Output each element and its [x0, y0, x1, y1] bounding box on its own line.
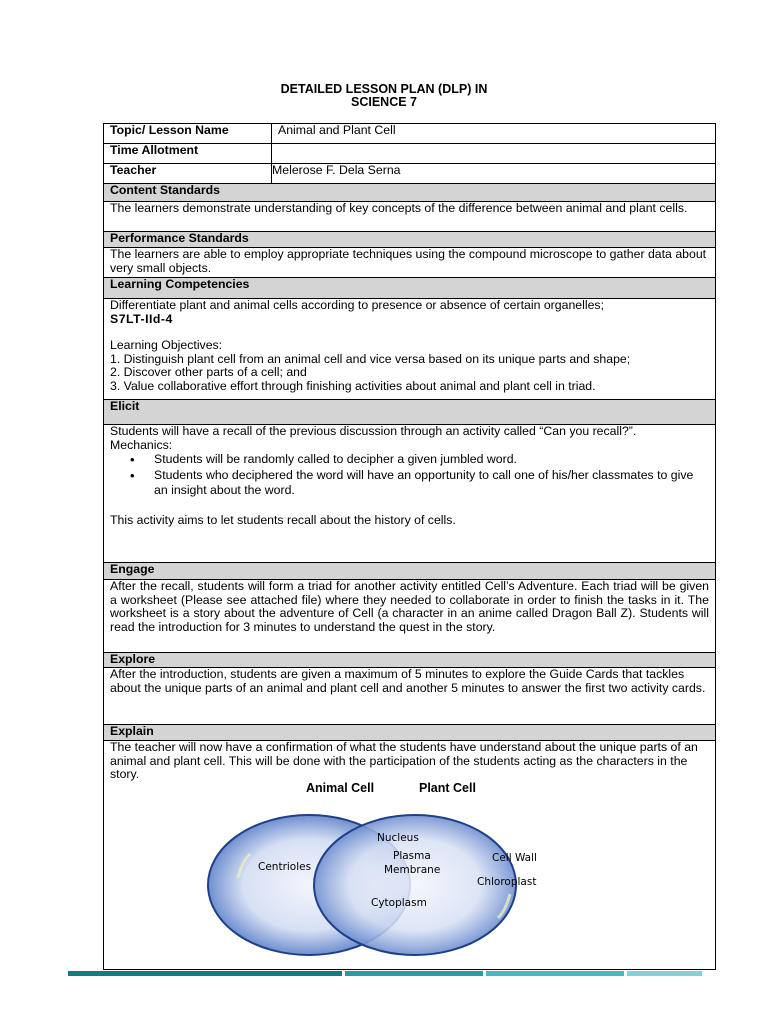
venn-right-title: Plant Cell — [419, 780, 476, 795]
competency-text: Differentiate plant and animal cells according to presence or absence of certain organelles; — [110, 298, 604, 312]
time-label: Time Allotment — [104, 144, 272, 164]
footer-bar-segment — [486, 971, 624, 976]
row-topic — [104, 124, 716, 144]
explore-heading: Explore — [104, 653, 716, 668]
venn-diagram — [110, 782, 709, 969]
footer-color-bar — [68, 971, 702, 976]
venn-shared-item: Nucleus — [377, 831, 419, 844]
explain-heading: Explain — [104, 725, 716, 741]
row-time — [104, 144, 716, 164]
venn-left-title: Animal Cell — [306, 780, 375, 795]
elicit-intro: Students will have a recall of the previous discussion through an activity called “Can you recall?”. — [110, 424, 637, 438]
time-value — [272, 144, 716, 164]
objective-item-1: 1. Distinguish plant cell from an animal cell and vice versa based on its unique parts and shape; — [110, 351, 631, 366]
row-teacher — [104, 164, 716, 184]
topic-value: Animal and Plant Cell — [272, 124, 716, 144]
elicit-mechanics-label: Mechanics: — [110, 437, 173, 452]
topic-label: Topic/ Lesson Name — [104, 124, 272, 144]
list-item: • Students who deciphered the word will have an opportunity to call one of his/her classmates to give an insight about the word. — [154, 468, 709, 499]
footer-bar-segment — [68, 971, 342, 976]
elicit-body — [104, 425, 716, 563]
learning-competencies-heading: Learning Competencies — [104, 278, 716, 299]
venn-right-item: Chloroplast — [477, 875, 537, 888]
venn-shared-item: Plasma — [393, 849, 431, 862]
performance-standards-text: The learners are able to employ appropriate techniques using the compound microscope to gather data about very small objects. — [104, 248, 716, 278]
title-line-1: DETAILED LESSON PLAN (DLP) IN — [280, 82, 488, 96]
content-standards-heading: Content Standards — [104, 184, 716, 202]
elicit-mechanics-list — [110, 452, 709, 499]
elicit-heading: Elicit — [104, 400, 716, 425]
venn-left-item: Centrioles — [258, 860, 312, 873]
objectives-title: Learning Objectives: — [110, 338, 223, 352]
venn-shared-item: Membrane — [384, 863, 441, 876]
performance-standards-heading: Performance Standards — [104, 232, 716, 248]
venn-shared-item: Cytoplasm — [371, 896, 427, 909]
venn-right-item: Cell Wall — [492, 851, 537, 864]
lesson-plan-table — [103, 123, 716, 970]
objective-item-2: 2. Discover other parts of a cell; and — [110, 365, 307, 379]
footer-bar-segment — [627, 971, 702, 976]
elicit-closing: This activity aims to let students recall about the history of cells. — [110, 512, 456, 527]
explain-body — [104, 741, 716, 970]
document-title — [0, 83, 768, 109]
engage-heading: Engage — [104, 563, 716, 580]
engage-text: After the recall, students will form a triad for another activity entitled Cell’s Adventure. Each triad will be given a worksheet (Please see attached file) where they needed to collaborate in order to finish the tasks in it. The worksheet is a story about the adventure of Cell (a character in an anime called Dragon Ball Z). Students will read the introduction for 3 minutes to understand the quest in the story. — [104, 580, 716, 653]
footer-bar-segment — [345, 971, 483, 976]
teacher-label: Teacher — [104, 164, 272, 184]
objective-item-3: 3. Value collaborative effort through finishing activities about animal and plant cell in triad. — [110, 378, 596, 393]
explore-text: After the introduction, students are given a maximum of 5 minutes to explore the Guide Cards that tackles about the unique parts of an animal and plant cell and another 5 minutes to answer the first two activity cards. — [104, 668, 716, 725]
learning-competencies-body — [104, 299, 716, 400]
teacher-value: Melerose F. Dela Serna — [272, 164, 716, 184]
content-standards-text: The learners demonstrate understanding of key concepts of the difference between animal and plant cells. — [104, 202, 716, 232]
competency-code: S7LT-IId-4 — [110, 311, 173, 326]
list-item: • Students will be randomly called to decipher a given jumbled word. — [154, 452, 709, 468]
explain-text: The teacher will now have a confirmation of what the students have understand about the unique parts of an animal and plant cell. This will be done with the participation of the students acting as the characters in the story. — [110, 740, 698, 781]
title-line-2: SCIENCE 7 — [351, 95, 417, 109]
